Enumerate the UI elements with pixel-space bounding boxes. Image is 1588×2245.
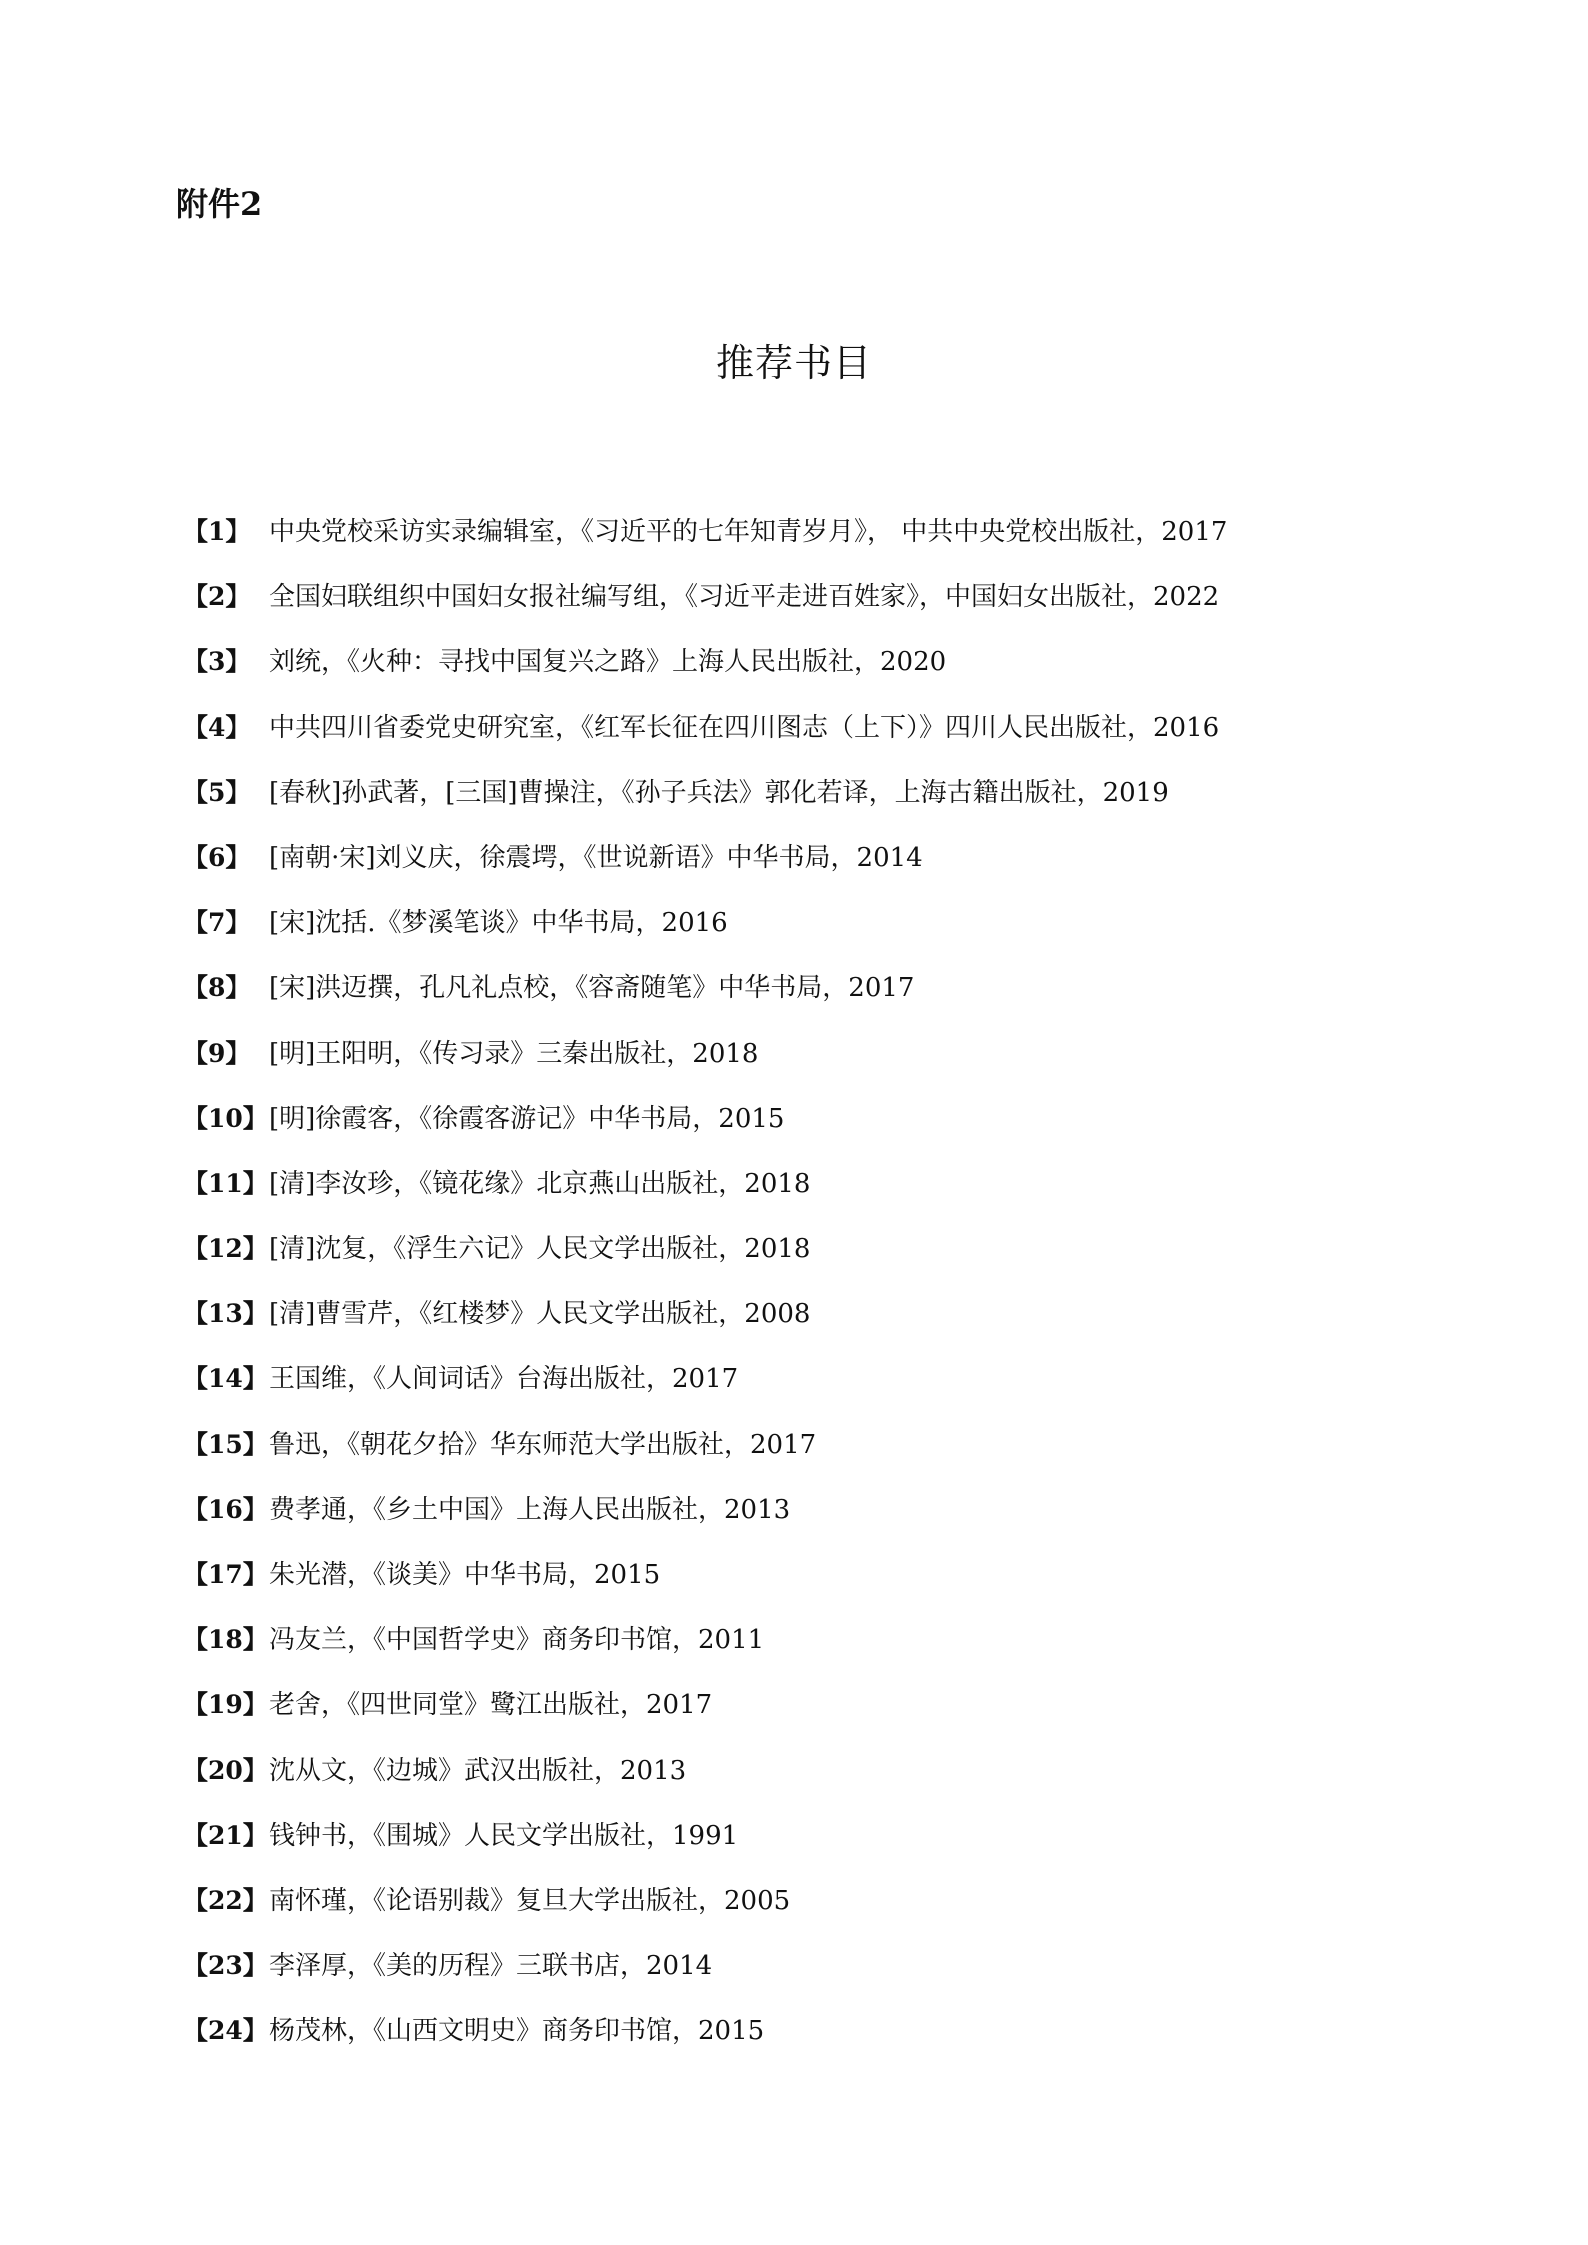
book-citation: 王国维，《人间词话》台海出版社，2017 (269, 1364, 739, 1395)
book-number: 【23】 (183, 1951, 268, 1981)
book-number: 【20】 (183, 1755, 268, 1785)
book-number: 【9】 (183, 1038, 251, 1068)
book-citation: [清]李汝珍，《镜花缘》北京燕山出版社，2018 (269, 1168, 811, 1199)
book-entry (183, 1036, 1433, 1101)
book-list (183, 514, 1433, 2079)
book-citation: 沈从文，《边城》武汉出版社，2013 (269, 1755, 687, 1786)
book-entry (183, 579, 1433, 644)
book-entry (183, 775, 1433, 840)
book-citation: 李泽厚，《美的历程》三联书店，2014 (269, 1951, 713, 1982)
book-citation: 冯友兰，《中国哲学史》商务印书馆，2011 (269, 1625, 765, 1656)
book-citation: [明]徐霞客，《徐霞客游记》中华书局，2015 (269, 1103, 785, 1134)
book-entry (183, 710, 1433, 775)
book-entry (183, 1427, 1433, 1492)
book-citation: 费孝通，《乡土中国》上海人民出版社，2013 (269, 1494, 791, 1525)
book-number: 【24】 (183, 2016, 268, 2046)
book-number: 【3】 (183, 647, 251, 677)
book-citation: 中共四川省委党史研究室，《红军长征在四川图志（上下）》四川人民出版社，2016 (269, 712, 1220, 743)
attachment-label: 附件2 (176, 185, 263, 223)
book-number: 【12】 (183, 1234, 268, 1264)
book-number: 【22】 (183, 1885, 268, 1915)
book-number: 【7】 (183, 908, 251, 938)
book-citation: 杨茂林，《山西文明史》商务印书馆，2015 (269, 2016, 765, 2047)
book-number: 【19】 (183, 1690, 268, 1720)
book-number: 【6】 (183, 842, 251, 872)
book-entry (183, 1883, 1433, 1948)
book-entry (183, 644, 1433, 709)
book-entry (183, 1557, 1433, 1622)
book-citation: [宋]沈括.《梦溪笔谈》中华书局，2016 (269, 908, 728, 939)
book-entry (183, 1296, 1433, 1361)
book-citation: 老舍，《四世同堂》鹭江出版社，2017 (269, 1690, 713, 1721)
book-entry (183, 1166, 1433, 1231)
book-entry (183, 970, 1433, 1035)
book-number: 【1】 (183, 517, 251, 546)
book-entry (183, 840, 1433, 905)
book-number: 【17】 (183, 1560, 268, 1589)
book-number: 【21】 (183, 1820, 268, 1850)
book-number: 【8】 (183, 973, 251, 1003)
book-citation: 南怀瑾，《论语别裁》复旦大学出版社，2005 (269, 1885, 791, 1916)
book-entry (183, 1753, 1433, 1818)
book-citation: [南朝·宋]刘义庆，徐震堮，《世说新语》中华书局，2014 (269, 842, 923, 873)
book-citation: 钱钟书，《围城》人民文学出版社，1991 (269, 1820, 739, 1851)
book-citation: 刘统，《火种：寻找中国复兴之路》上海人民出版社，2020 (269, 647, 947, 678)
book-citation: [宋]洪迈撰，孔凡礼点校，《容斋随笔》中华书局，2017 (269, 973, 915, 1004)
book-number: 【16】 (183, 1494, 268, 1524)
book-entry (183, 1361, 1433, 1426)
book-entry (183, 1231, 1433, 1296)
book-entry (183, 1818, 1433, 1883)
book-entry (183, 1687, 1433, 1752)
book-entry (183, 1948, 1433, 2013)
book-number: 【10】 (183, 1103, 268, 1133)
book-number: 【11】 (183, 1168, 268, 1198)
book-number: 【15】 (183, 1429, 268, 1459)
book-citation: [清]曹雪芹，《红楼梦》人民文学出版社，2008 (269, 1299, 811, 1330)
book-citation: [清]沈复，《浮生六记》人民文学出版社，2018 (269, 1234, 811, 1265)
book-number: 【18】 (183, 1625, 268, 1655)
book-citation: [明]王阳明，《传习录》三秦出版社，2018 (269, 1038, 759, 1069)
book-number: 【2】 (183, 582, 251, 612)
book-citation: 朱光潜，《谈美》中华书局，2015 (269, 1560, 661, 1590)
book-entry (183, 905, 1433, 970)
book-entry (183, 1101, 1433, 1166)
book-number: 【13】 (183, 1299, 268, 1329)
book-number: 【5】 (183, 777, 251, 807)
book-entry (183, 1492, 1433, 1557)
book-citation: 全国妇联组织中国妇女报社编写组，《习近平走进百姓家》，中国妇女出版社，2022 (269, 582, 1220, 613)
book-entry (183, 514, 1433, 579)
book-entry (183, 2013, 1433, 2078)
book-number: 【14】 (183, 1364, 268, 1394)
book-citation: 鲁迅，《朝花夕拾》华东师范大学出版社，2017 (269, 1429, 817, 1460)
book-number: 【4】 (183, 712, 251, 742)
book-entry (183, 1622, 1433, 1687)
book-citation: 中央党校采访实录编辑室，《习近平的七年知青岁月》， 中共中央党校出版社，2017 (269, 517, 1228, 547)
book-citation: [春秋]孙武著，[三国]曹操注，《孙子兵法》郭化若译，上海古籍出版社，2019 (269, 777, 1169, 808)
page-title: 推荐书目 (715, 341, 872, 385)
